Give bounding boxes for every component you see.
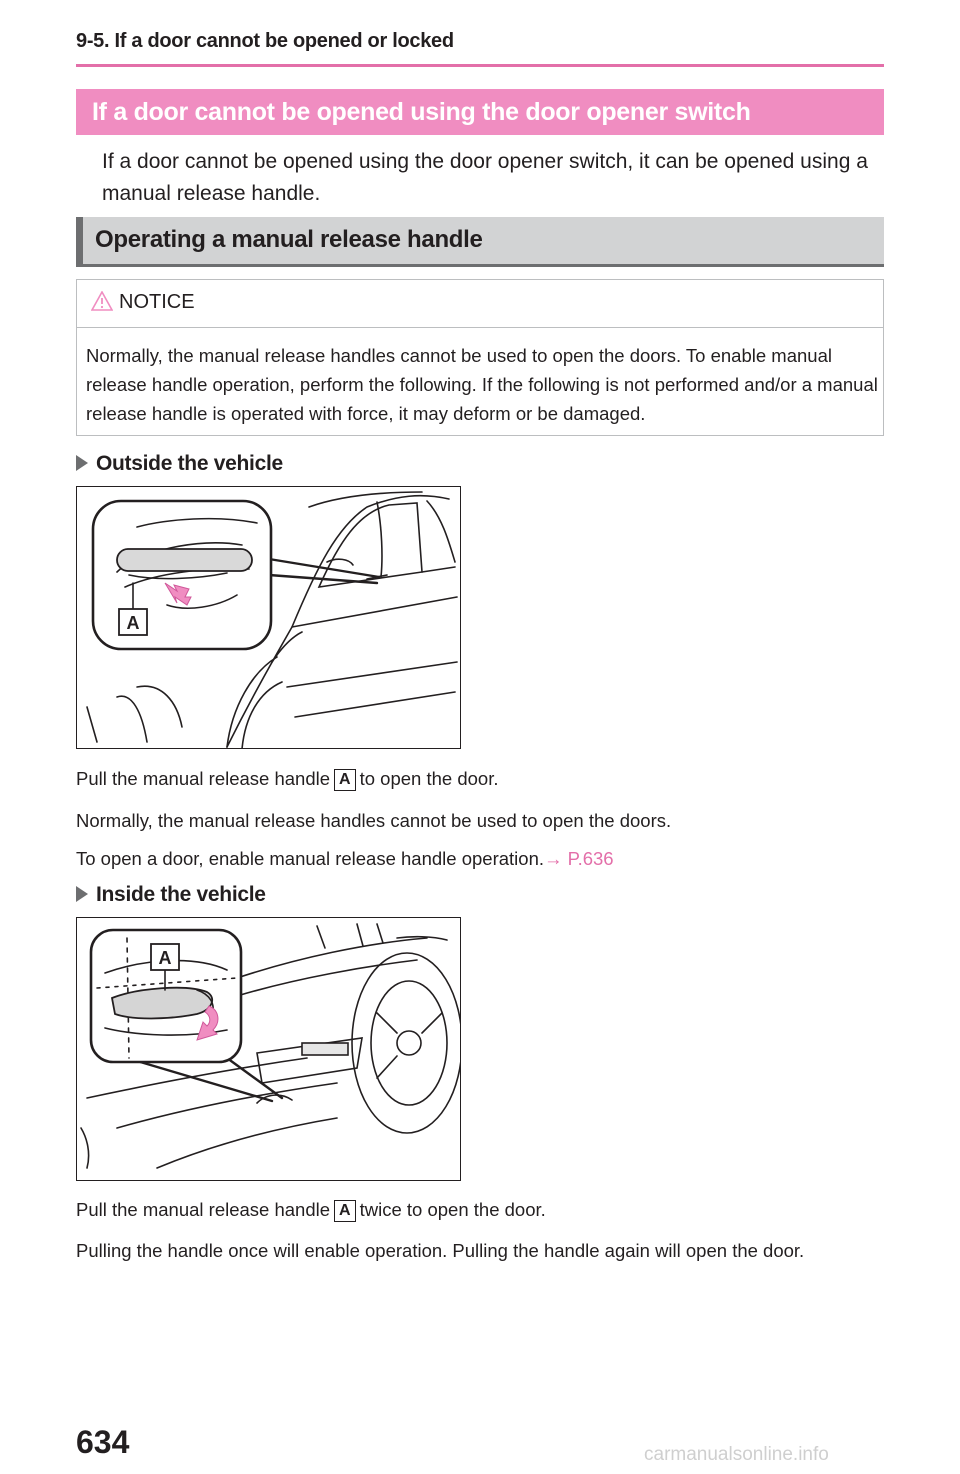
page-reference-link[interactable]: → P.636 <box>544 848 614 869</box>
inside-instruction-text: Pull the manual release handle <box>76 1199 331 1220</box>
callout-badge: A <box>334 1200 356 1222</box>
outside-instruction <box>76 768 498 791</box>
outside-enable-note <box>76 848 614 870</box>
inside-instruction-text-end: twice to open the door. <box>359 1199 546 1220</box>
outside-note: Normally, the manual release handles cannot be used to open the doors. <box>76 810 672 831</box>
subsection-title-bar <box>76 217 884 267</box>
subsection-title: Operating a manual release handle <box>95 226 483 253</box>
notice-body: Normally, the manual release handles cannot be used to open the doors. To enable manual release handle operation, perform the following. If the following is not performed and/or a manual release handle is operated with force, it may deform or be damaged. <box>86 345 878 424</box>
interior-door-handle-illustration <box>77 918 461 1181</box>
inside-heading-text: Inside the vehicle <box>96 883 266 906</box>
inside-note: Pulling the handle once will enable operation. Pulling the handle again will open the door. <box>76 1240 805 1261</box>
callout-label: A <box>126 613 140 633</box>
outside-heading <box>76 452 283 476</box>
watermark: carmanualsonline.info <box>644 1444 829 1465</box>
outside-instruction-text-end: to open the door. <box>359 768 499 789</box>
bullet-triangle-icon <box>76 886 88 902</box>
inside-heading <box>76 883 266 907</box>
callout-label: A <box>158 948 172 968</box>
section-title: If a door cannot be opened using the door opener switch <box>92 98 751 126</box>
notice-box <box>76 279 884 436</box>
inside-instruction <box>76 1199 546 1222</box>
outside-illustration <box>76 486 461 749</box>
bullet-triangle-icon <box>76 455 88 471</box>
section-title-bar <box>76 89 884 135</box>
notice-header <box>77 280 883 328</box>
notice-title: NOTICE <box>119 291 195 313</box>
callout-badge: A <box>334 769 356 791</box>
running-head: 9-5. If a door cannot be opened or locked <box>76 30 454 52</box>
outside-instruction-text: Pull the manual release handle <box>76 768 331 789</box>
page-number: 634 <box>76 1424 130 1460</box>
intro-paragraph: If a door cannot be opened using the door opener switch, it can be opened using a manual release handle. <box>102 150 868 205</box>
outside-heading-text: Outside the vehicle <box>96 452 283 475</box>
inside-illustration <box>76 917 461 1181</box>
exterior-door-handle-illustration <box>77 487 461 749</box>
header-rule <box>76 64 884 67</box>
outside-enable-text: To open a door, enable manual release handle operation. <box>76 848 544 869</box>
warning-triangle-icon <box>91 291 113 311</box>
